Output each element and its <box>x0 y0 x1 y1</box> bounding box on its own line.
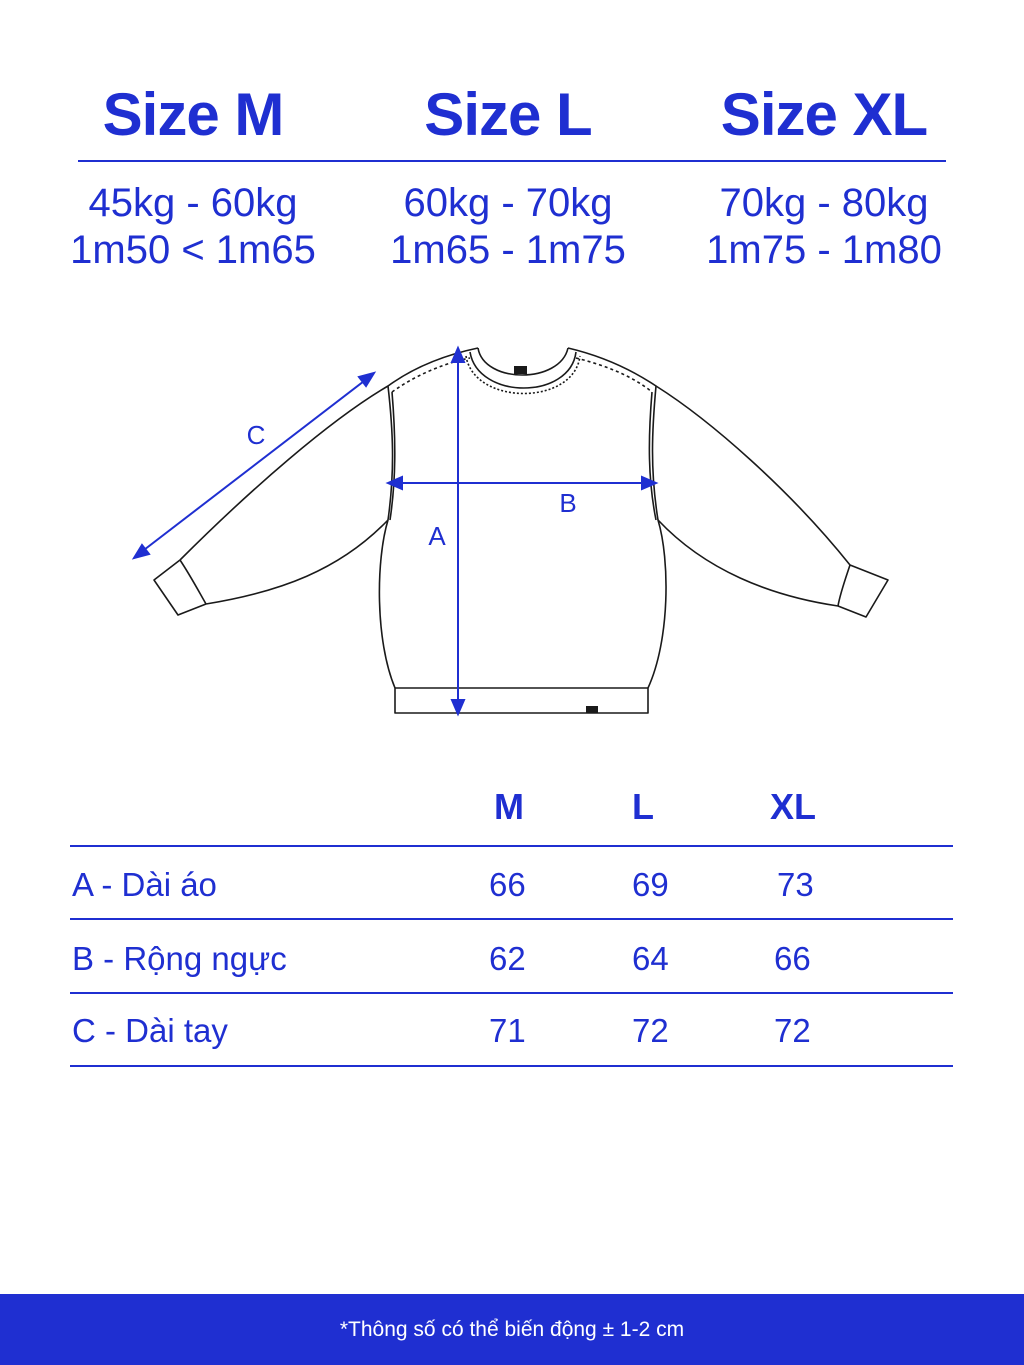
header-divider <box>78 160 946 162</box>
arrow-a-bottom-head <box>452 700 464 714</box>
row-label-length: A - Dài áo <box>72 866 217 903</box>
table-divider <box>70 845 953 847</box>
size-xl-title: Size XL <box>720 81 928 148</box>
size-l-weight: 60kg - 70kg <box>403 181 613 225</box>
cell-sleeve-xl: 72 <box>774 1012 811 1049</box>
table-divider <box>70 918 953 920</box>
table-header-m: M <box>494 786 524 827</box>
footer-note: *Thông số có thể biến động ± 1-2 cm <box>339 1317 685 1341</box>
row-label-sleeve: C - Dài tay <box>72 1012 228 1049</box>
size-l-height: 1m65 - 1m75 <box>390 228 626 272</box>
table-header-xl: XL <box>770 786 817 827</box>
cell-chest-xl: 66 <box>774 940 811 977</box>
row-label-chest: B - Rộng ngực <box>72 940 287 977</box>
label-b: B <box>559 488 577 518</box>
size-m-weight: 45kg - 60kg <box>88 181 298 225</box>
arrow-c <box>140 378 368 553</box>
label-a: A <box>428 521 446 551</box>
arrow-b-left-head <box>388 477 402 489</box>
hem-label-tag <box>586 706 598 713</box>
size-m-height: 1m50 < 1m65 <box>70 228 316 272</box>
cell-length-xl: 73 <box>777 866 814 903</box>
sweater-outline <box>154 348 888 713</box>
size-m-info <box>43 180 343 274</box>
cell-length-m: 66 <box>489 866 526 903</box>
table-divider <box>70 992 953 994</box>
size-xl-height: 1m75 - 1m80 <box>706 228 942 272</box>
size-l-title: Size L <box>424 81 592 148</box>
table-divider <box>70 1065 953 1067</box>
footer-bar <box>0 1294 1024 1365</box>
size-xl-info <box>674 180 974 274</box>
cell-length-l: 69 <box>632 866 669 903</box>
measurement-arrows <box>134 348 656 714</box>
size-l-info <box>358 180 658 274</box>
cell-chest-m: 62 <box>489 940 526 977</box>
cell-sleeve-l: 72 <box>632 1012 669 1049</box>
size-m-title: Size M <box>102 81 284 148</box>
table-header-l: L <box>632 786 654 827</box>
label-c: C <box>246 420 266 450</box>
sweater-diagram <box>0 300 1024 730</box>
cell-chest-l: 64 <box>632 940 669 977</box>
neck-label-tag <box>514 366 527 374</box>
arrow-a-top-head <box>452 348 464 362</box>
cell-sleeve-m: 71 <box>489 1012 526 1049</box>
size-xl-weight: 70kg - 80kg <box>719 181 929 225</box>
